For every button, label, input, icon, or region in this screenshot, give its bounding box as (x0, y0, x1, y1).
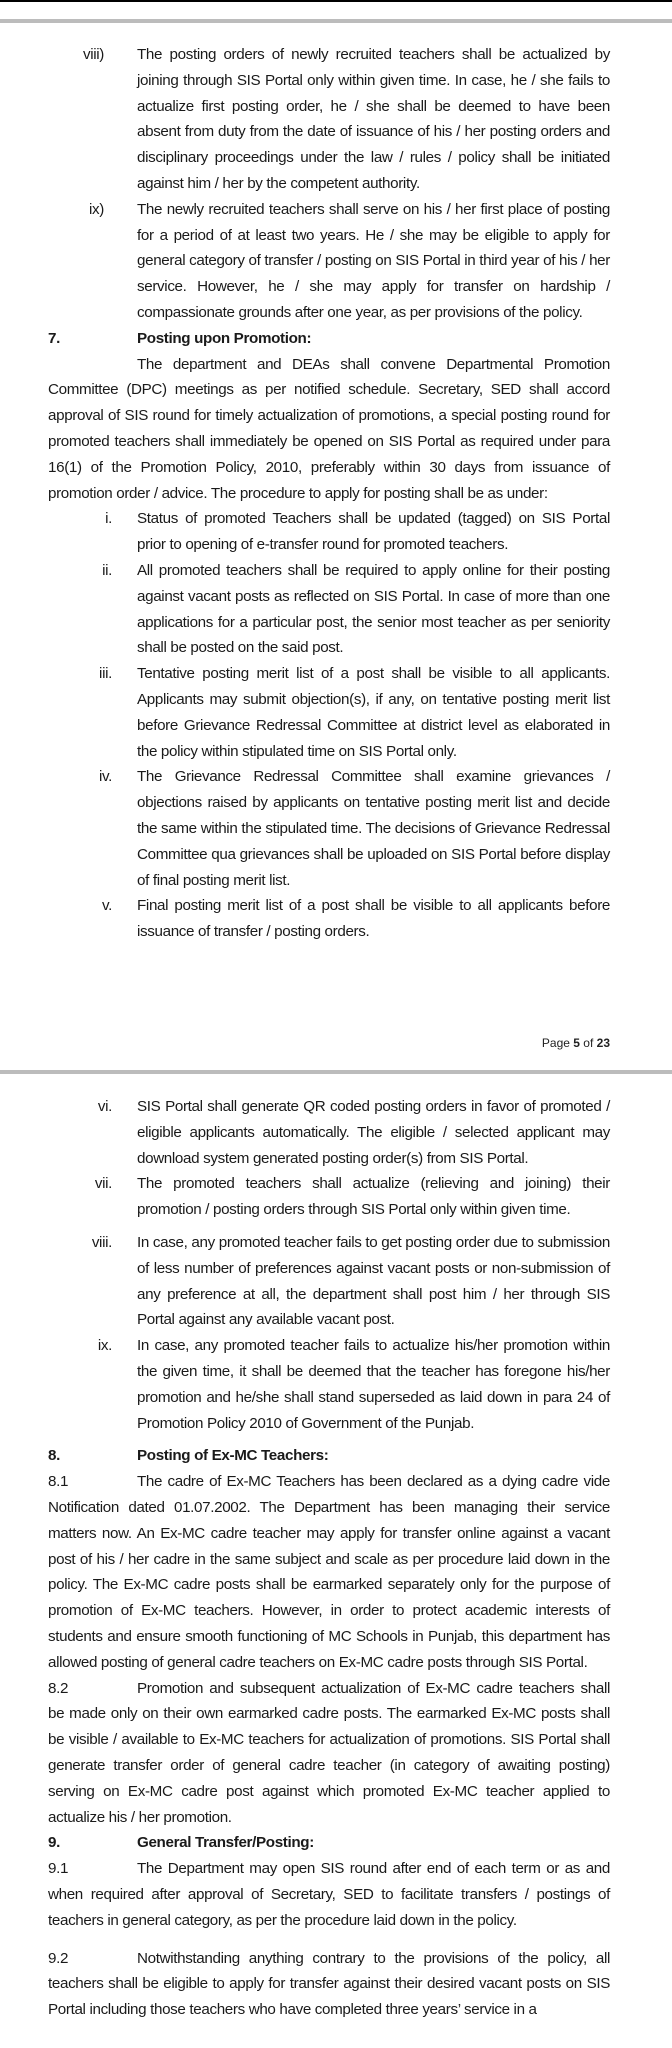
list-number: viii. (91, 1233, 112, 1251)
paragraph-text: Notwithstanding anything contrary to the provisions of the policy, all teachers shall be eligible to apply for transfer against their desired vacant posts on SIS Portal including those teachers who have completed three years’ service in a (48, 1949, 610, 2019)
list-text: The newly recruited teachers shall serve on his / her first place of posting for a period of at least two years. He / she may be eligible to apply for general category of transfer / posting on SIS Portal in third year of his / her service. However, he / she may apply for transfer on hardship / compassionate grounds after one year, as per provisions of the policy. (137, 200, 610, 321)
section-title: Posting upon Promotion: (137, 329, 312, 347)
page-number-footer: Page 5 of 23 (541, 1036, 610, 1050)
document-page-5 (0, 42, 672, 945)
list-text: In case, any promoted teacher fails to actualize his/her promotion within the given time, it shall be deemed that the teacher has foregone his/her promotion and he/she shall stand superseded as laid down in para 24 of Promotion Policy 2010 of Government of the Punjab. (137, 1337, 610, 1432)
list-item-iv (0, 764, 672, 893)
paragraph-9-1 (0, 1856, 672, 1933)
list-number: viii) (82, 46, 104, 63)
list-item-v (0, 893, 672, 945)
section-number: 8. (48, 1447, 60, 1465)
page-separator (0, 1070, 672, 1074)
list-text: Final posting merit list of a post shall be visible to all applicants before issuance of transfer / posting orders. (137, 897, 610, 941)
paragraph-text: The cadre of Ex-MC Teachers has been declared as a dying cadre vide Notification dated 01.07.2002. The Department has been managing their service matters now. An Ex-MC cadre teacher may apply for transfer online against a vacant post of his / her cadre in the same subject and scale as per procedure laid down in the policy. The Ex-MC cadre posts shall be earmarked separately only for the purpose of promotion of Ex-MC teachers. However, in order to protect academic interests of students and ensure smooth functioning of MC Schools in Punjab, this department has allowed posting of general cadre teachers on Ex-MC cadre posts through SIS Portal. (48, 1473, 610, 1671)
list-text: The Grievance Redressal Committee shall examine grievances / objections raised by applicants on tentative posting merit list and decide the same within the stipulated time. The decisions of Grievance Redressal Committee qua grievances shall be uploaded on SIS Portal before display of final posting merit list. (137, 768, 610, 889)
paragraph-text: Promotion and subsequent actualization of Ex-MC cadre teachers shall be made only on their own earmarked cadre posts. The earmarked Ex-MC posts shall be visible / available to Ex-MC teachers for actualization of promotions. SIS Portal shall generate transfer order of general cadre teacher (in category of awaiting posting) serving on Ex-MC cadre post against which promoted Ex-MC teacher applied to actualize his / her promotion. (48, 1679, 610, 1826)
list-number: iv. (98, 768, 112, 786)
list-item-iii (0, 661, 672, 764)
list-text: The posting orders of newly recruited teachers shall be actualized by joining through SIS Portal only within given time. In case, he / she fails to actualize first posting order, he / she shall be deemed to have been absent from duty from the date of issuance of his / her posting orders and disciplinary proceedings under the law / rules / policy shall be initiated against him / her by the competent authority. (137, 46, 610, 192)
list-text: The promoted teachers shall actualize (relieving and joining) their promotion / posting orders through SIS Portal only within given time. (137, 1175, 610, 1219)
list-number: ii. (102, 561, 112, 579)
list-item-ix (0, 197, 672, 326)
page-separator (0, 19, 672, 23)
list-number: v. (102, 897, 112, 915)
list-item-ix (0, 1333, 672, 1436)
section-title: General Transfer/Posting: (137, 1834, 314, 1852)
section-number: 9. (48, 1834, 60, 1852)
section-title: Posting of Ex-MC Teachers: (137, 1447, 329, 1465)
paragraph-8-1 (0, 1469, 672, 1675)
list-item-viii (0, 1230, 672, 1333)
list-text: In case, any promoted teacher fails to get posting order due to submission of less number of preferences against vacant posts or non-submission of any preference at all, the department shall post him / her through SIS Portal against any available vacant post. (137, 1233, 610, 1329)
section-7-intro: The department and DEAs shall convene Departmental Promotion Committee (DPC) meetings as per notified schedule. Secretary, SED shall accord approval of SIS round for timely actualization of promotions, a special posting round for promoted teachers shall immediately be opened on SIS Portal as required under para 16(1) of the Promotion Policy, 2010, preferably within 30 days from issuance of promotion order / advice. The procedure to apply for posting shall be as under: (48, 355, 610, 502)
document-page-6 (0, 1094, 672, 2023)
paragraph-number: 8.2 (48, 1679, 69, 1697)
paragraph-8-2 (0, 1676, 672, 1831)
list-number: i. (105, 510, 112, 528)
list-text: Tentative posting merit list of a post shall be visible to all applicants. Applicants may submit objection(s), if any, on tentative posting merit list before Grievance Redressal Committee at district level as elaborated in the policy within stipulated time on SIS Portal only. (137, 665, 610, 760)
list-number: vi. (97, 1098, 112, 1115)
paragraph-number: 9.1 (48, 1860, 69, 1878)
list-text: Status of promoted Teachers shall be updated (tagged) on SIS Portal prior to opening of e-transfer round for promoted teachers. (137, 510, 610, 554)
current-page: 5 (573, 1036, 580, 1050)
list-number: vii. (94, 1175, 112, 1193)
list-item-viii (0, 42, 672, 197)
list-number: ix) (89, 200, 104, 218)
list-text: SIS Portal shall generate QR coded posting orders in favor of promoted / eligible applicants automatically. The eligible / selected applicant may download system generated posting order(s) from SIS Portal. (137, 1098, 610, 1167)
viewer-top-border (0, 0, 672, 2)
list-item-ii (0, 558, 672, 661)
list-text: All promoted teachers shall be required to apply online for their posting against vacant posts as reflected on SIS Portal. In case of more than one applications for a particular post, the senior most teacher as per seniority shall be posted on the said post. (137, 561, 610, 657)
list-item-vi (0, 1094, 672, 1171)
paragraph-text: The Department may open SIS round after end of each term or as and when required after approval of Secretary, SED to facilitate transfers / postings of teachers in general category, as per the procedure laid down in the policy. (48, 1860, 610, 1929)
section-8-heading (0, 1443, 672, 1469)
list-number: ix. (97, 1337, 112, 1355)
paragraph-9-2 (0, 1946, 672, 2023)
paragraph-number: 8.1 (48, 1473, 69, 1491)
section-7-heading (0, 326, 672, 352)
list-item-i (0, 506, 672, 558)
section-9-heading (0, 1830, 672, 1856)
paragraph-number: 9.2 (48, 1949, 69, 1967)
section-number: 7. (48, 329, 60, 347)
total-pages: 23 (596, 1036, 610, 1050)
list-number: iii. (99, 665, 112, 683)
list-item-vii (0, 1171, 672, 1223)
